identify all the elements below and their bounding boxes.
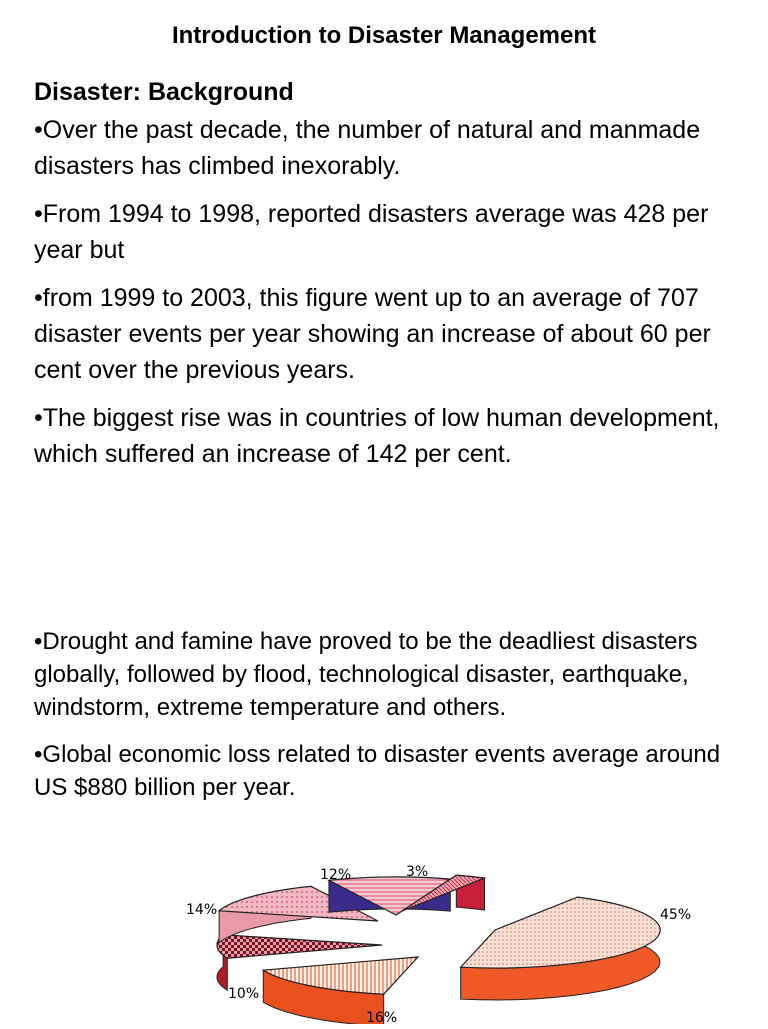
- pie-slice-label: 14%: [186, 902, 218, 918]
- paragraph-deadliest-disasters: •Drought and famine have proved to be the deadliest disasters globally, followed by flood, technological disaster, earthquake, windstorm, extreme temperature and others.: [34, 628, 698, 721]
- paragraph-1994-1998: •From 1994 to 1998, reported disasters average was 428 per year but: [34, 200, 709, 264]
- pie-slice-label: 12%: [320, 867, 352, 883]
- paragraph-disaster-increase: •Over the past decade, the number of natural and manmade disasters has climbed inexorably.: [34, 116, 701, 180]
- paragraph-low-development: •The biggest rise was in countries of low human development, which suffered an increase of 142 per cent.: [34, 404, 720, 468]
- section-heading: Disaster: Background: [34, 78, 294, 106]
- page-title: Introduction to Disaster Management: [171, 22, 597, 49]
- pie-slice: [461, 897, 661, 1000]
- pie-slice-label: 16%: [366, 1010, 398, 1024]
- pie-slice-label: 10%: [228, 986, 260, 1002]
- pie-slice-label: 45%: [660, 907, 692, 923]
- pie-chart-svg: [150, 855, 710, 1024]
- pie-chart: [150, 855, 710, 1024]
- pie-slice-top: [217, 935, 382, 958]
- paragraph-economic-loss: •Global economic loss related to disaster events average around US $880 billion per year.: [34, 741, 721, 801]
- pie-slice-label: 3%: [406, 864, 429, 880]
- paragraph-1999-2003: •from 1999 to 2003, this figure went up to an average of 707 disaster events per year showing an increase of about 60 per cent over the previous years.: [34, 284, 711, 384]
